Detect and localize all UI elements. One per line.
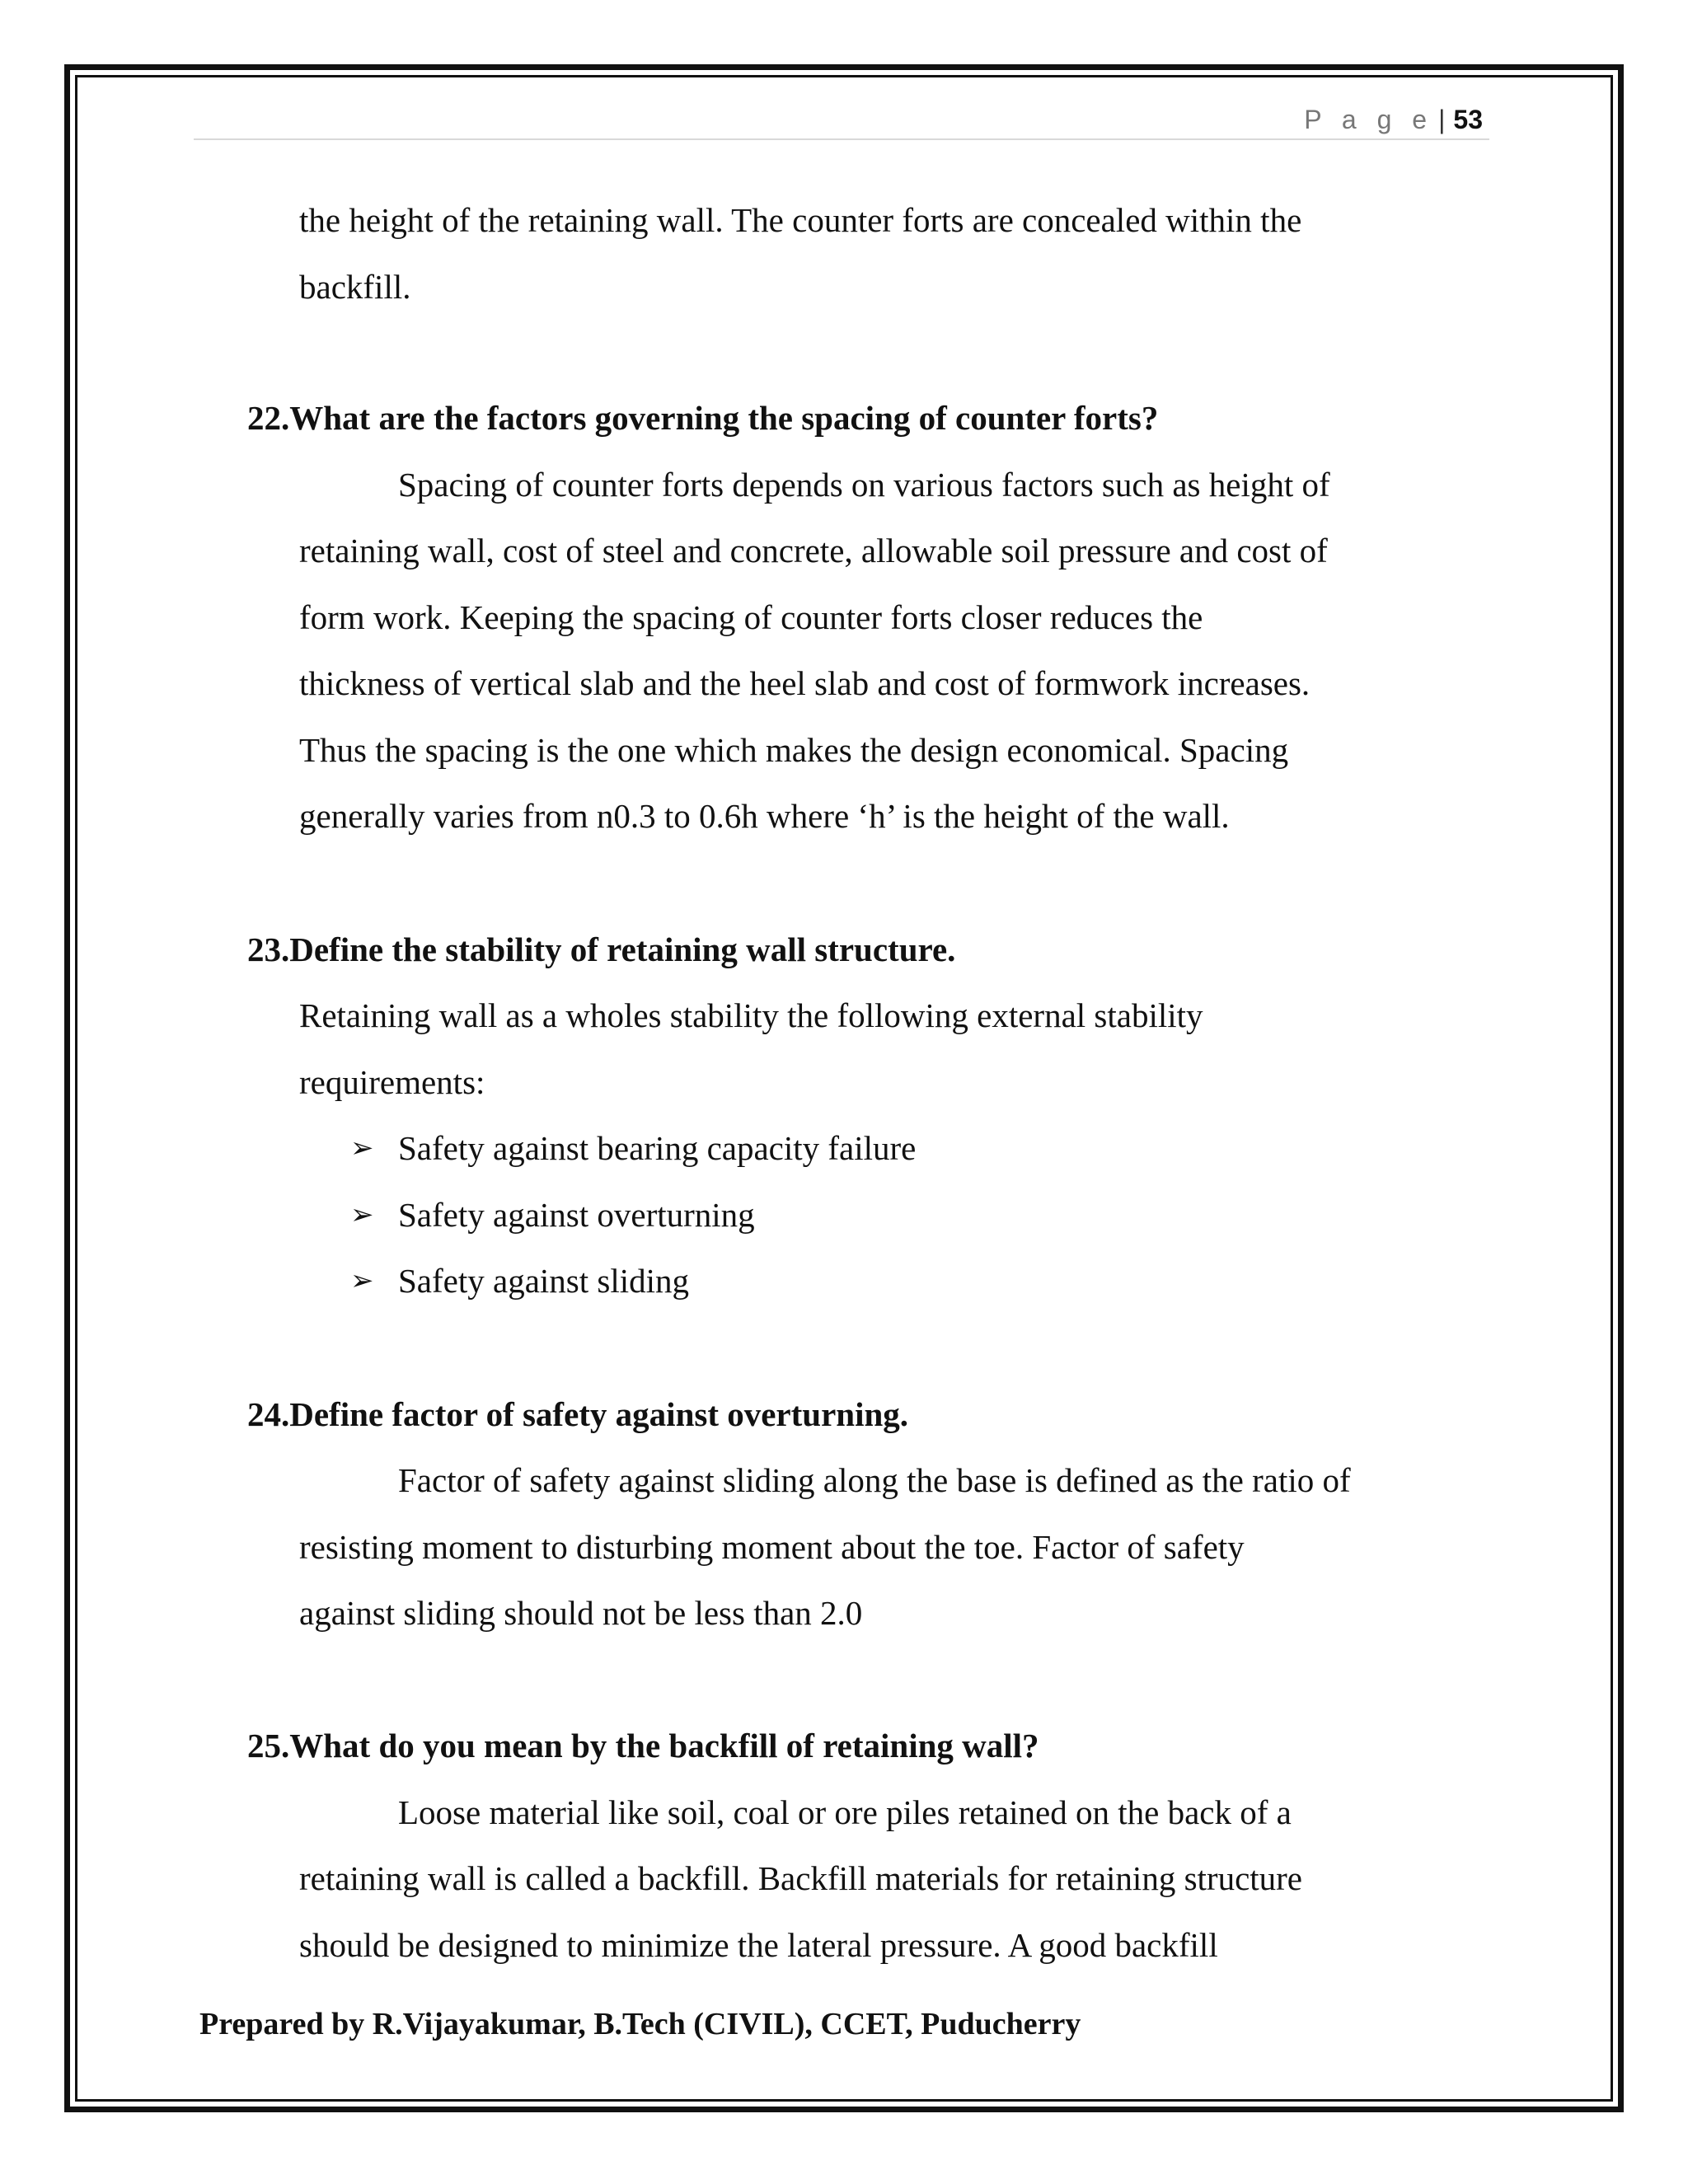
- question-25-title: 25.What do you mean by the backfill of retaining wall?: [247, 1727, 1039, 1765]
- q24-line-1: Factor of safety against sliding along the base is defined as the ratio of: [398, 1461, 1351, 1499]
- q22-line-1: Spacing of counter forts depends on various factors such as height of: [398, 466, 1330, 504]
- q25-line-3: should be designed to minimize the lateral pressure. A good backfill: [299, 1926, 1218, 1964]
- page-separator: |: [1438, 104, 1446, 134]
- q22-line-2: retaining wall, cost of steel and concrete, allowable soil pressure and cost of: [299, 532, 1328, 569]
- q24-line-2: resisting moment to disturbing moment about the toe. Factor of safety: [299, 1528, 1245, 1566]
- q23-bullet-1-text: Safety against bearing capacity failure: [398, 1129, 917, 1167]
- q25-line-2: retaining wall is called a backfill. Backfill materials for retaining structure: [299, 1859, 1303, 1897]
- question-23-title: 23.Define the stability of retaining wall structure.: [247, 930, 956, 968]
- question-22-title: 22.What are the factors governing the spacing of counter forts?: [247, 399, 1159, 437]
- q22-line-4: thickness of vertical slab and the heel slab and cost of formwork increases.: [299, 664, 1311, 702]
- q23-bullet-1: [350, 1128, 916, 1168]
- page-number: 53: [1453, 104, 1483, 134]
- q23-line-2: requirements:: [299, 1063, 485, 1101]
- q24-line-3: against sliding should not be less than 2.0: [299, 1594, 863, 1632]
- arrow-bullet-icon: ➢: [350, 1132, 374, 1165]
- q25-line-1: Loose material like soil, coal or ore piles retained on the back of a: [398, 1793, 1292, 1831]
- q22-line-5: Thus the spacing is the one which makes the design economical. Spacing: [299, 731, 1289, 769]
- page-header: [194, 101, 1489, 140]
- q23-bullet-3-text: Safety against sliding: [398, 1262, 690, 1300]
- q23-bullet-2: [350, 1195, 755, 1235]
- q23-bullet-3: [350, 1261, 689, 1301]
- arrow-bullet-icon: ➢: [350, 1198, 374, 1231]
- q22-line-6: generally varies from n0.3 to 0.6h where ‘h’ is the height of the wall.: [299, 797, 1230, 835]
- q22-line-3: form work. Keeping the spacing of counter forts closer reduces the: [299, 598, 1203, 636]
- page-number-block: [1304, 101, 1483, 138]
- intro-line-2: backfill.: [299, 268, 411, 306]
- intro-line-1: the height of the retaining wall. The counter forts are concealed within the: [299, 201, 1302, 239]
- question-24-title: 24.Define factor of safety against overturning.: [247, 1395, 909, 1433]
- page-label: P a g e: [1304, 104, 1434, 134]
- q23-bullet-2-text: Safety against overturning: [398, 1196, 755, 1234]
- arrow-bullet-icon: ➢: [350, 1264, 374, 1297]
- page-footer: Prepared by R.Vijayakumar, B.Tech (CIVIL), CCET, Puducherry: [199, 2007, 1081, 2041]
- q23-line-1: Retaining wall as a wholes stability the following external stability: [299, 996, 1203, 1034]
